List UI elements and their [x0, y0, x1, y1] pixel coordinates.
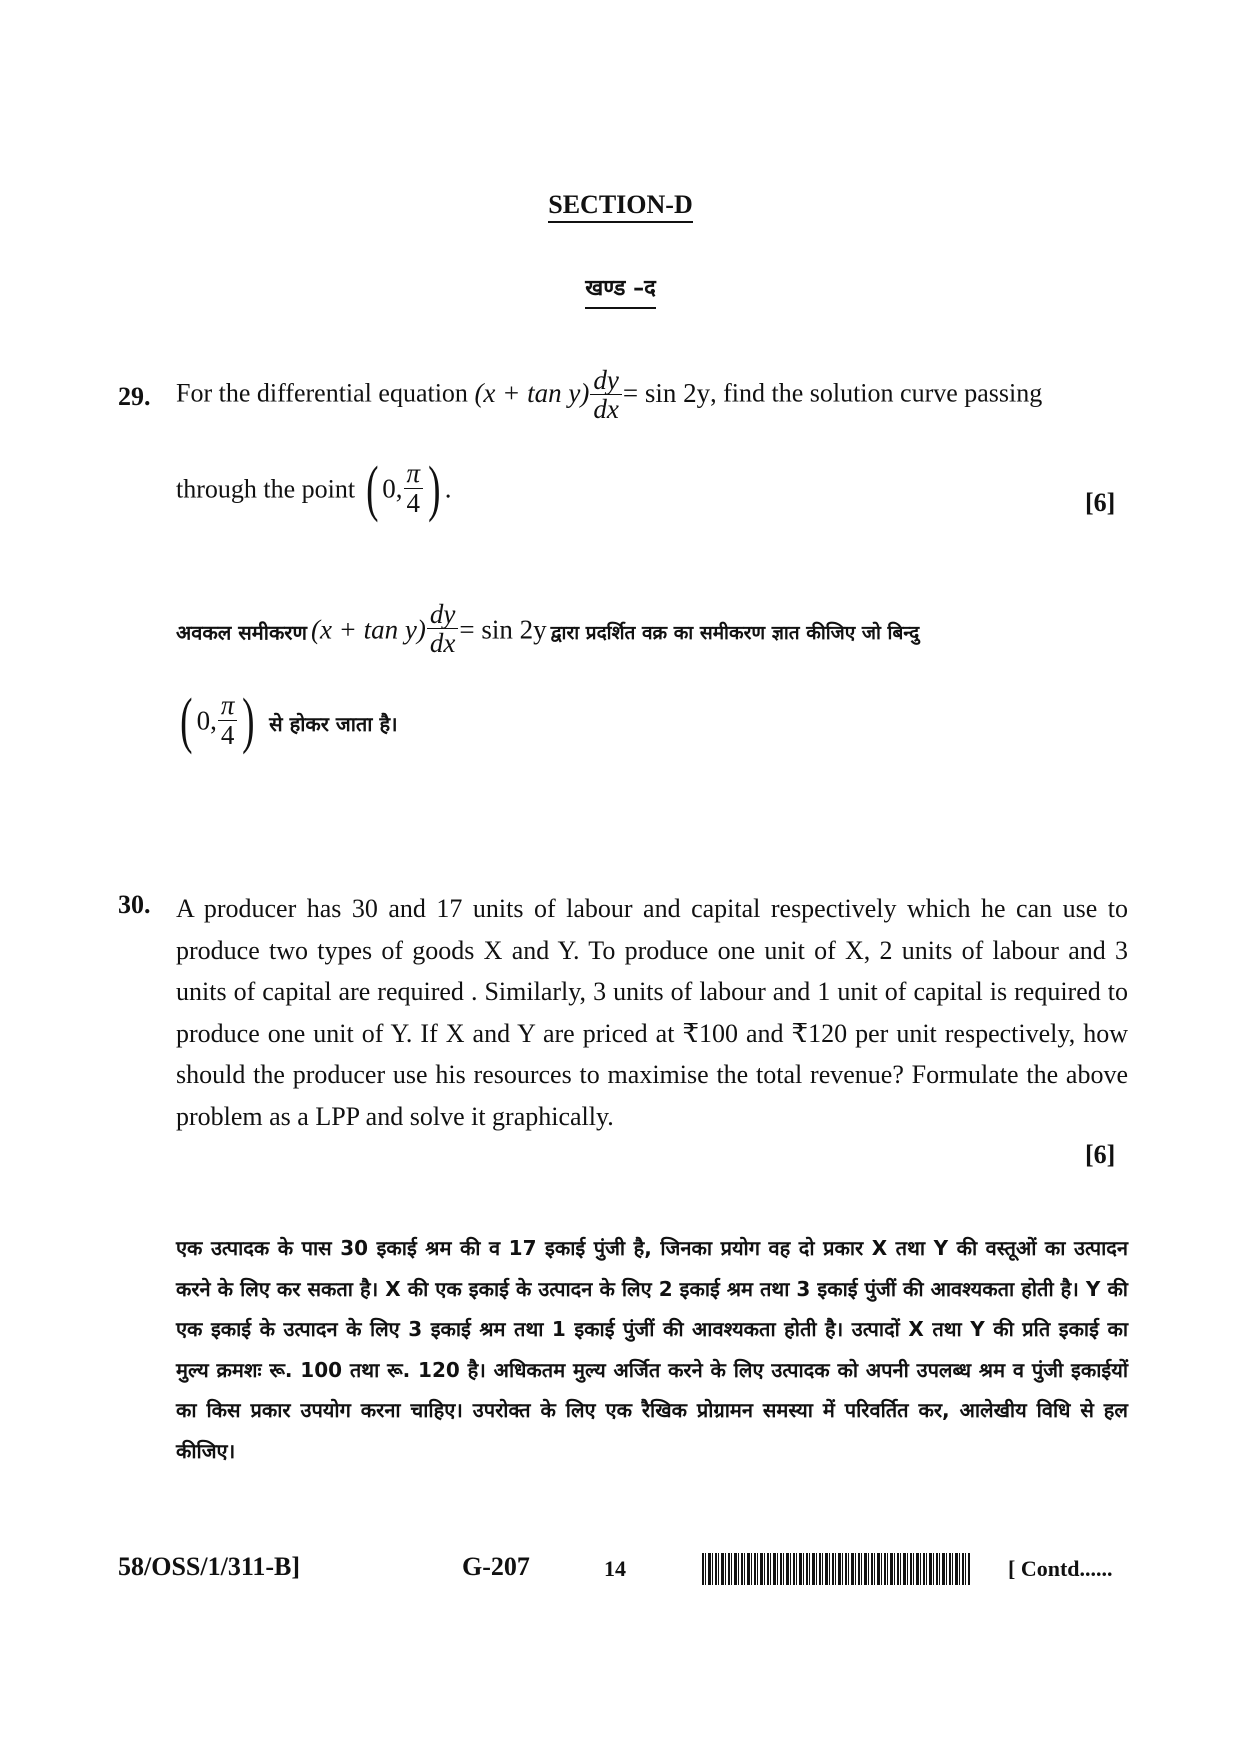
- question-30-number: 30.: [118, 890, 151, 919]
- q29-equation: (x + tan y) $\frac{dy}{dx}$ = sin 2y: [474, 365, 711, 425]
- barcode: [702, 1553, 970, 1585]
- question-30-hindi-text: एक उत्पादक के पास 30 इकाई श्रम की व 17 इकाई पुंजी है, जिनका प्रयोग वह दो प्रकार X तथा Y की वस्तूओं का उत्पादन करने के लिए कर सकता है। X की एक इकाई के उत्पादन के लिए 2 इकाई श्रम तथा 3 इकाई पुंजीं की आवश्यकता होती है। Y की एक इकाई के उत्पादन के लिए 3 इकाई श्रम तथा 1 इकाई पुंजीं की आवश्यकता होती है। उत्पादों X तथा Y की प्रति इकाई का मुल्य क्रमशः रू. 100 तथा रू. 120 है। अधिकतम मुल्य अर्जित करने के लिए उत्पादक को अपनी उपलब्ध श्रम व पुंजी इकाईयों का किस प्रकार उपयोग करना चाहिए। उपरोक्त के लिए एक रैखिक प्रोग्रामन समस्या में परिवर्तित कर, आलेखीय विधि से हल कीजिए।: [176, 1236, 1128, 1463]
- question-30-text: A producer has 30 and 17 units of labour and capital respectively which he can use to produce two types of goods X and Y. To produce one unit of X, 2 units of labour and 3 units of capital are required . Similarly, 3 units of labour and 1 unit of capital is required to produce one unit of Y. If X and Y are priced at ₹100 and ₹120 per unit respectively, how should the producer use his resources to maximise the total revenue? Formulate the above problem as a LPP and solve it graphically.: [176, 894, 1128, 1131]
- q29-en-prefix: For the differential equation: [176, 378, 468, 408]
- question-29-hindi-line1: [176, 600, 1128, 659]
- question-29-number: 29.: [118, 382, 151, 411]
- footer-paper-code: 58/OSS/1/311-B]: [118, 1552, 301, 1581]
- q29-hi-line2: से होकर जाता है।: [269, 712, 398, 737]
- q29-hi-suffix: द्वारा प्रदर्शित वक्र का समीकरण ज्ञात कीजिए जो बिन्दु: [550, 622, 920, 645]
- question-29-hindi-line2: [176, 687, 398, 755]
- q29-hi-prefix: अवकल समीकरण: [176, 620, 307, 645]
- section-title: SECTION-D: [0, 190, 1241, 220]
- q29-hi-equation: (x + tan y) $\frac{dy}{dx}$ = sin 2y: [310, 599, 547, 659]
- question-29-line1: [176, 366, 1042, 425]
- q29-en-line2: through the point: [176, 474, 356, 504]
- q29-en-suffix: , find the solution curve passing: [710, 378, 1043, 408]
- q30-marks: [6]: [1085, 1140, 1116, 1169]
- section-subtitle-hindi: खण्ड –द: [0, 272, 1241, 302]
- question-29-line2: [176, 455, 452, 523]
- footer-page-number: 14: [604, 1556, 626, 1581]
- q29-hi-point: ( 0, $\frac{\pi}{4}$ ): [180, 687, 255, 755]
- q29-marks: [6]: [1085, 488, 1116, 517]
- q29-point: ( 0, $\frac{\pi}{4}$ ) .: [365, 455, 452, 523]
- footer-contd: [ Contd......: [1008, 1556, 1113, 1581]
- footer-series: G-207: [462, 1552, 530, 1581]
